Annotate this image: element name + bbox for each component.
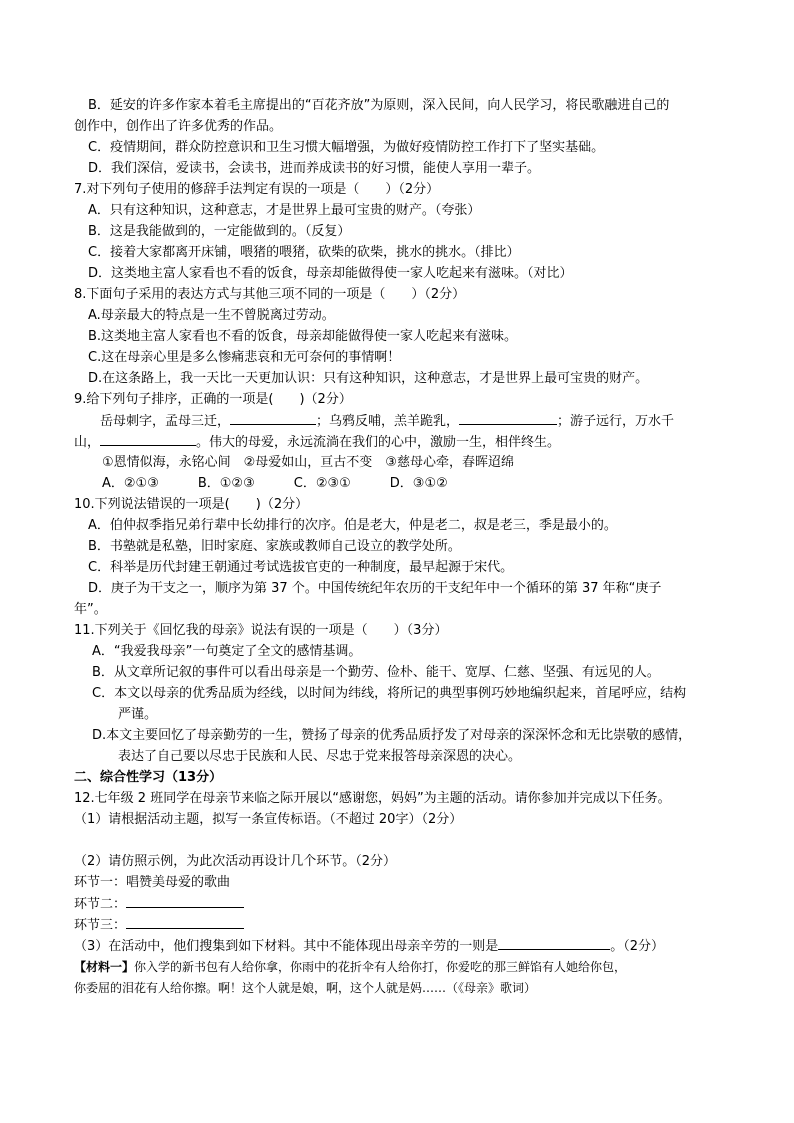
material-1-line-2: 你委屈的泪花有人给你擦。啊！这个人就是娘，啊，这个人就是妈……（《母亲》歌词） bbox=[74, 981, 537, 995]
q8-option-c: C.这在母亲心里是多么惨痛悲哀和无可奈何的事情啊！ bbox=[88, 350, 401, 365]
q12-part-3-score: 。（2分） bbox=[610, 939, 665, 954]
q8-option-a: A.母亲最大的特点是一生不曾脱离过劳动。 bbox=[88, 308, 335, 323]
material-1-label: 【材料一】 bbox=[74, 960, 135, 974]
q12-part-1: （1）请根据活动主题，拟写一条宣传标语。（不超过 20字）（2分） bbox=[74, 812, 463, 827]
material-1-text: 你入学的新书包有人给你拿，你雨中的花折伞有人给你打，你爱吃的那三鲜馅有人她给你包， bbox=[134, 960, 627, 974]
q11-option-b: B．从文章所记叙的事件可以看出母亲是一个勤劳、俭朴、能干、宽厚、仁慈、坚强、有远见的人。 bbox=[92, 665, 660, 680]
question-12: 12.七年级 2 班同学在母亲节来临之际开展以“感谢您，妈妈”为主题的活动。请你参加并完成以下任务。 bbox=[74, 791, 671, 806]
q12-part-3-blank[interactable] bbox=[498, 937, 610, 950]
q11-option-a: A．“我爱我母亲”一句奠定了全文的感情基调。 bbox=[92, 644, 362, 659]
q7-option-b: B．这是我能做到的，一定能做到的。（反复） bbox=[88, 224, 351, 239]
q9-sentence-line-1 bbox=[100, 412, 674, 431]
q11-option-d: D.本文主要回忆了母亲勤劳的一生，赞扬了母亲的优秀品质抒发了对母亲的深深怀念和无比崇敬的感情， bbox=[92, 728, 692, 743]
q9-phrases: ①恩情似海，永铭心间 ②母爱如山，亘古不变 ③慈母心牵，春晖迢绵 bbox=[102, 455, 514, 470]
q12-part-3-text: （3）在活动中，他们搜集到如下材料。其中不能体现出母亲辛劳的一则是 bbox=[74, 939, 499, 954]
q10-option-d-continuation: 年”。 bbox=[74, 602, 107, 617]
q7-option-d: D．这类地主富人家看也不看的饭食，母亲却能做得使一家人吃起来有滋味。（对比） bbox=[88, 266, 573, 281]
q8-option-b: B.这类地主富人家看也不看的饭食，母亲却能做得使一家人吃起来有滋味。 bbox=[88, 329, 518, 344]
q9-text-4: 山， bbox=[74, 435, 101, 450]
question-10: 10.下列说法错误的一项是( )（2分） bbox=[74, 497, 309, 512]
q12-step-3-line bbox=[74, 916, 244, 935]
question-8: 8.下面句子采用的表达方式与其他三项不同的一项是（ ）（2分） bbox=[74, 287, 466, 302]
question-7: 7.对下列句子使用的修辞手法判定有误的一项是（ ）（2分） bbox=[74, 182, 440, 197]
q10-option-c: C．科举是历代封建王朝通过考试选拔官吏的一种制度，最早起源于宋代。 bbox=[88, 560, 514, 575]
q12-part-3-line bbox=[74, 937, 664, 956]
question-9: 9.给下列句子排序，正确的一项是( )（2分） bbox=[74, 392, 352, 407]
q11-option-c: C．本文以母亲的优秀品质为经线，以时间为纬线，将所记的典型事例巧妙地编织起来，首尾呼应，结构 bbox=[92, 686, 687, 701]
q8-option-d: D.在这条路上，我一天比一天更加认识：只有这种知识，这种意志，才是世界上最可宝贵的财产。 bbox=[88, 371, 649, 386]
material-1-line-1 bbox=[74, 958, 626, 976]
q9-blank-1[interactable] bbox=[230, 412, 316, 425]
option-c-line: C．疫情期间，群众防控意识和卫生习惯大幅增强，为做好疫情防控工作打下了坚实基础。 bbox=[88, 140, 605, 155]
q9-text-1: 岳母刺字，孟母三迁， bbox=[100, 414, 231, 429]
q7-option-a: A．只有这种知识，这种意志，才是世界上最可宝贵的财产。（夸张） bbox=[88, 203, 481, 218]
q12-step-1: 环节一：唱赞美母爱的歌曲 bbox=[74, 875, 231, 890]
q9-text-3: ；游子远行，万水千 bbox=[557, 414, 675, 429]
q12-step-2-line bbox=[74, 895, 244, 914]
q10-option-b: B．书塾就是私塾，旧时家庭、家族或教师自己设立的教学处所。 bbox=[88, 539, 461, 554]
q7-option-c: C．接着大家都离开床铺，喂猪的喂猪，砍柴的砍柴，挑水的挑水。（排比） bbox=[88, 245, 520, 260]
q12-part-2: （2）请仿照示例，为此次活动再设计几个环节。（2分） bbox=[74, 854, 397, 869]
q12-step-3-blank[interactable] bbox=[126, 916, 244, 929]
question-11: 11.下列关于《回忆我的母亲》说法有误的一项是（ ）（3分） bbox=[74, 623, 448, 638]
q9-blank-3[interactable] bbox=[100, 433, 196, 446]
q12-step-2-label: 环节二： bbox=[74, 897, 127, 912]
q9-text-2: ；乌鸦反哺，羔羊跪乳， bbox=[316, 414, 460, 429]
q10-option-a: A．伯仲叔季指兄弟行辈中长幼排行的次序。伯是老大，仲是老二，叔是老三，季是最小的。 bbox=[88, 518, 617, 533]
option-b-line: B．延安的许多作家本着毛主席提出的“百花齐放”为原则，深入民间，向人民学习，将民歌融进自己的 bbox=[88, 98, 670, 113]
q9-options: A．②①③ B．①②③ C．②③① D．③①② bbox=[102, 476, 448, 491]
q12-step-2-blank[interactable] bbox=[126, 895, 244, 908]
q10-option-d: D．庚子为干支之一，顺序为第 37 个。中国传统纪年农历的干支纪年中一个循环的第 37 年称“庚子 bbox=[88, 581, 662, 596]
q12-step-3-label: 环节三： bbox=[74, 918, 127, 933]
q9-sentence-line-2 bbox=[74, 433, 560, 452]
q9-text-5: 。伟大的母爱，永远流淌在我们的心中，激励一生，相伴终生。 bbox=[196, 435, 561, 450]
section-heading: 二、综合性学习（13分） bbox=[74, 770, 223, 785]
option-d-line: D．我们深信，爱读书，会读书，进而养成读书的好习惯，能使人享用一辈子。 bbox=[88, 161, 541, 176]
q11-option-d-continuation: 表达了自己要以尽忠于民族和人民、尽忠于党来报答母亲深恩的决心。 bbox=[118, 749, 522, 764]
option-b-continuation: 创作中，创作出了许多优秀的作品。 bbox=[74, 119, 283, 134]
q9-blank-2[interactable] bbox=[459, 412, 557, 425]
q11-option-c-continuation: 严谨。 bbox=[118, 707, 158, 722]
